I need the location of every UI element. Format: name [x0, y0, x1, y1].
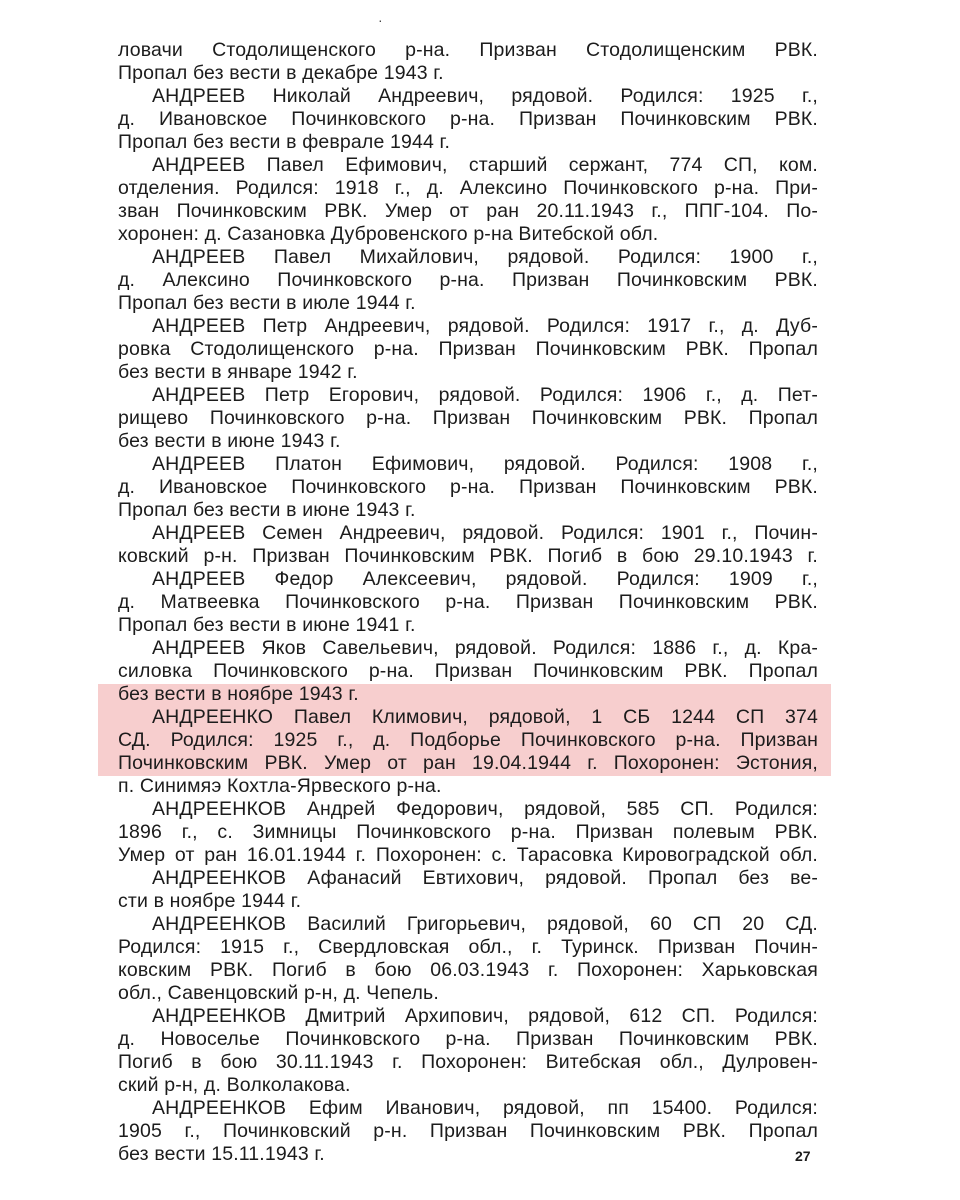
- text-line: д. Матвеевка Починковского р-на. Призван Починковским РВК.: [118, 591, 818, 613]
- text-line: д. Ивановское Починковского р-на. Призван Починковским РВК.: [118, 108, 818, 130]
- text-line: п. Синимяэ Кохтла-Ярвеского р-на.: [118, 775, 442, 797]
- text-line: АНДРЕЕВ Семен Андреевич, рядовой. Родился: 1901 г., Почин-: [152, 522, 818, 544]
- text-line: сти в ноябре 1944 г.: [118, 890, 302, 912]
- text-line: АНДРЕЕВ Платон Ефимович, рядовой. Родился: 1908 г.,: [152, 453, 818, 475]
- text-line: отделения. Родился: 1918 г., д. Алексино Починковского р-на. При-: [118, 177, 818, 199]
- text-line: АНДРЕЕВ Петр Егорович, рядовой. Родился: 1906 г., д. Пет-: [152, 384, 818, 406]
- text-line: АНДРЕЕНКОВ Дмитрий Архипович, рядовой, 612 СП. Родился:: [152, 1005, 818, 1027]
- text-line: д. Новоселье Починковского р-на. Призван Починковским РВК.: [118, 1028, 818, 1050]
- text-line: Погиб в бою 30.11.1943 г. Похоронен: Витебская обл., Дулровен-: [118, 1051, 818, 1073]
- text-line: без вести в январе 1942 г.: [118, 361, 358, 383]
- text-line: ковским РВК. Погиб в бою 06.03.1943 г. Похоронен: Харьковская: [118, 959, 818, 981]
- text-line: АНДРЕЕВ Петр Андреевич, рядовой. Родился: 1917 г., д. Дуб-: [152, 315, 818, 337]
- text-line: Умер от ран 16.01.1944 г. Похоронен: с. Тарасовка Кировоградской обл.: [118, 844, 818, 866]
- text-line: СД. Родился: 1925 г., д. Подборье Починковского р-на. Призван: [118, 729, 818, 751]
- text-line: ровка Стодолищенского р-на. Призван Починковским РВК. Пропал: [118, 338, 818, 360]
- text-line: д. Алексино Починковского р-на. Призван Починковским РВК.: [118, 269, 818, 291]
- text-line: 1905 г., Починковский р-н. Призван Починковским РВК. Пропал: [118, 1120, 818, 1142]
- text-line: Родился: 1915 г., Свердловская обл., г. Туринск. Призван Почин-: [118, 936, 818, 958]
- text-line: зван Починковским РВК. Умер от ран 20.11.1943 г., ППГ-104. По-: [118, 200, 818, 222]
- text-line: без вести в июне 1943 г.: [118, 430, 341, 452]
- page-number: 27: [795, 1148, 811, 1164]
- text-line: Пропал без вести в июле 1944 г.: [118, 292, 416, 314]
- text-column: [118, 39, 818, 1166]
- text-line: Починковским РВК. Умер от ран 19.04.1944 г. Похоронен: Эстония,: [118, 752, 818, 774]
- text-line: Пропал без вести в июне 1943 г.: [118, 499, 416, 521]
- text-line: д. Ивановское Починковского р-на. Призван Починковским РВК.: [118, 476, 818, 498]
- text-line: АНДРЕЕВ Яков Савельевич, рядовой. Родился: 1886 г., д. Кра-: [152, 637, 818, 659]
- text-line: 1896 г., с. Зимницы Починковского р-на. Призван полевым РВК.: [118, 821, 818, 843]
- text-line: АНДРЕЕВ Николай Андреевич, рядовой. Родился: 1925 г.,: [152, 85, 818, 107]
- text-line: ловачи Стодолищенского р-на. Призван Стодолищенским РВК.: [118, 39, 818, 61]
- text-line: Пропал без вести в декабре 1943 г.: [118, 62, 444, 84]
- text-line: АНДРЕЕНКО Павел Климович, рядовой, 1 СБ 1244 СП 374: [152, 706, 818, 728]
- text-line: ковский р-н. Призван Починковским РВК. Погиб в бою 29.10.1943 г.: [118, 545, 818, 567]
- text-line: АНДРЕЕНКОВ Василий Григорьевич, рядовой, 60 СП 20 СД.: [152, 913, 818, 935]
- text-line: хоронен: д. Сазановка Дубровенского р-на Витебской обл.: [118, 223, 659, 245]
- text-line: обл., Савенцовский р-н, д. Чепель.: [118, 982, 439, 1004]
- text-line: АНДРЕЕНКОВ Андрей Федорович, рядовой, 585 СП. Родился:: [152, 798, 818, 820]
- text-line: рищево Починковского р-на. Призван Починковским РВК. Пропал: [118, 407, 818, 429]
- text-line: Пропал без вести в июне 1941 г.: [118, 614, 416, 636]
- text-line: силовка Починковского р-на. Призван Починковским РВК. Пропал: [118, 660, 818, 682]
- text-line: АНДРЕЕНКОВ Ефим Иванович, рядовой, пп 15400. Родился:: [152, 1097, 818, 1119]
- text-line: Пропал без вести в феврале 1944 г.: [118, 131, 451, 153]
- text-line: ский р-н, д. Волколакова.: [118, 1074, 351, 1096]
- text-line: АНДРЕЕВ Федор Алексеевич, рядовой. Родился: 1909 г.,: [152, 568, 818, 590]
- text-line: АНДРЕЕВ Павел Михайлович, рядовой. Родился: 1900 г.,: [152, 246, 818, 268]
- top-dot-mark: ·: [378, 12, 383, 28]
- text-line: без вести 15.11.1943 г.: [118, 1143, 325, 1165]
- text-line: АНДРЕЕНКОВ Афанасий Евтихович, рядовой. Пропал без ве-: [152, 867, 818, 889]
- text-line: без вести в ноябре 1943 г.: [118, 683, 359, 705]
- text-line: АНДРЕЕВ Павел Ефимович, старший сержант, 774 СП, ком.: [152, 154, 818, 176]
